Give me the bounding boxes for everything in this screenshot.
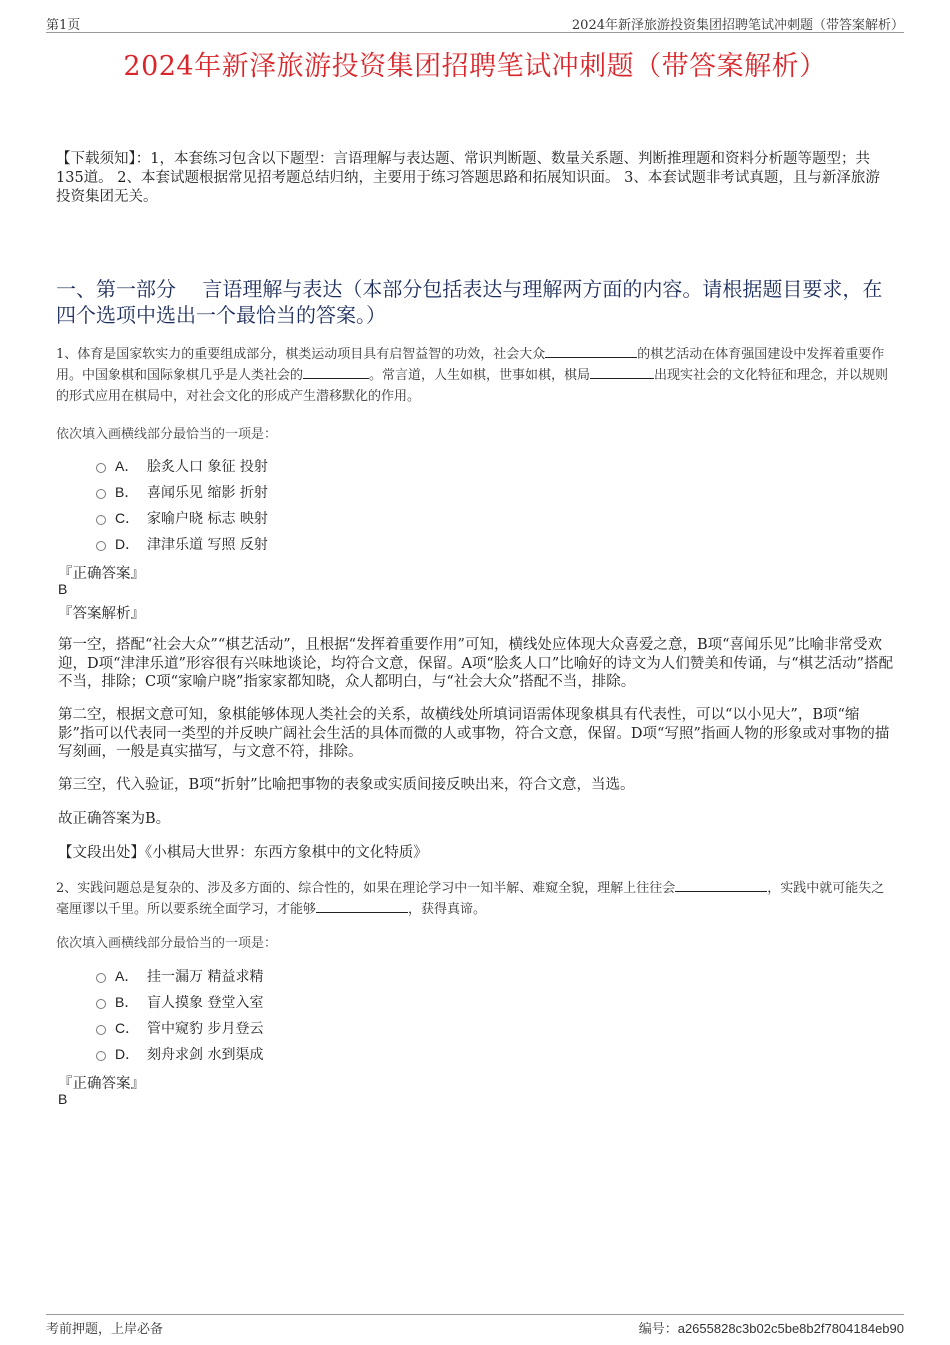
question-2-instruction: 依次填入画横线部分最恰当的一项是： bbox=[56, 936, 278, 951]
option-text: 刻舟求剑 水到渠成 bbox=[147, 1047, 264, 1063]
option-a[interactable] bbox=[96, 963, 263, 989]
option-letter: B． bbox=[115, 994, 139, 1010]
answer-blank bbox=[545, 345, 637, 358]
answer-blank bbox=[303, 366, 369, 379]
page-header bbox=[46, 14, 904, 33]
correct-answer: B bbox=[58, 1091, 68, 1107]
option-letter: A． bbox=[115, 968, 139, 984]
analysis-label: 『答案解析』 bbox=[58, 606, 145, 622]
radio-icon[interactable] bbox=[96, 1025, 106, 1035]
source-citation: 【文段出处】《小棋局大世界：东西方象棋中的文化特质》 bbox=[58, 845, 428, 861]
option-letter: C． bbox=[115, 510, 140, 526]
option-text: 津津乐道 写照 反射 bbox=[147, 537, 268, 553]
analysis-paragraph: 第一空，搭配“社会大众”“棋艺活动”，且根据“发挥着重要作用”可知，横线处应体现大众喜爱之意，B项“喜闻乐见”比喻非常受欢迎，D项“津津乐道”形容很有兴味地谈论，均符合文意，保留。A项“脍炙人口”比喻好的诗文为人们赞美和传诵，与“棋艺活动”搭配不当，排除；C项“家喻户晓”指家家都知晓，众人都明白，与“社会大众”搭配不当，排除。 bbox=[58, 637, 894, 690]
document-id-label: 编号： bbox=[638, 1322, 678, 1337]
answer-blank bbox=[675, 879, 767, 892]
section-heading: 一、第一部分 言语理解与表达（本部分包括表达与理解两方面的内容。请根据题目要求，在四个选项中选出一个最恰当的答案。） bbox=[56, 277, 883, 327]
analysis-paragraph: 第三空，代入验证，B项“折射”比喻把事物的表象或实质间接反映出来，符合文意，当选。 bbox=[58, 777, 635, 793]
radio-icon[interactable] bbox=[96, 973, 106, 983]
question-2-text-part: ，实践中就可能失之毫厘谬以千里。所以要系统全面学习，才能够 bbox=[56, 881, 885, 917]
option-letter: D． bbox=[115, 1046, 140, 1062]
question-1-text-part: 。常言道，人生如棋，世事如棋，棋局 bbox=[369, 368, 591, 383]
option-text: 家喻户晓 标志 映射 bbox=[147, 511, 268, 527]
analysis-paragraph: 第二空，根据文意可知，象棋能够体现人类社会的关系，故横线处所填词语需体现象棋具有代表性，可以“以小见大”，B项“缩影”指可以代表同一类型的并反映广阔社会生活的具体而微的人或事物，符合文意，保留。D项“写照”指画人物的形象或对事物的描写刻画，一般是真实描写，与文意不符，排除。 bbox=[58, 707, 890, 760]
question-2-text-part: ，获得真谛。 bbox=[408, 902, 487, 917]
document-title: 2024年新泽旅游投资集团招聘笔试冲刺题（带答案解析） bbox=[123, 51, 827, 82]
question-2-options bbox=[96, 963, 263, 1067]
radio-icon[interactable] bbox=[96, 999, 106, 1009]
question-1-text bbox=[56, 344, 894, 407]
page-footer bbox=[46, 1314, 904, 1335]
radio-icon[interactable] bbox=[96, 541, 106, 551]
option-b[interactable] bbox=[96, 479, 268, 505]
option-text: 脍炙人口 象征 投射 bbox=[147, 459, 268, 475]
radio-icon[interactable] bbox=[96, 1051, 106, 1061]
option-b[interactable] bbox=[96, 989, 263, 1015]
correct-answer-label: 『正确答案』 bbox=[58, 1076, 145, 1092]
option-c[interactable] bbox=[96, 505, 268, 531]
correct-answer-label: 『正确答案』 bbox=[58, 566, 145, 582]
question-2-text bbox=[56, 878, 894, 920]
option-letter: C． bbox=[115, 1020, 140, 1036]
radio-icon[interactable] bbox=[96, 515, 106, 525]
radio-icon[interactable] bbox=[96, 463, 106, 473]
option-text: 管中窥豹 步月登云 bbox=[147, 1021, 264, 1037]
option-letter: D． bbox=[115, 536, 140, 552]
question-2-text-part: 2、实践问题总是复杂的、涉及多方面的、综合性的，如果在理论学习中一知半解、难窥全貌，理解上往往会 bbox=[56, 881, 676, 896]
question-1-options bbox=[96, 453, 268, 557]
option-d[interactable] bbox=[96, 531, 268, 557]
question-1-text-part: 1、体育是国家软实力的重要组成部分，棋类运动项目具有启智益智的功效，社会大众 bbox=[56, 347, 546, 362]
document-id-code: a2655828c3b02c5be8b2f7804184eb90 bbox=[677, 1321, 904, 1336]
answer-blank bbox=[316, 900, 408, 913]
answer-blank bbox=[590, 366, 654, 379]
download-notice: 【下载须知】：1，本套练习包含以下题型：言语理解与表达题、常识判断题、数量关系题、判断推理题和资料分析题等题型；共135道。 2、本套试题根据常见招考题总结归纳，主要用于练习答题思路和拓展知识面。 3、本套试题非考试真题，且与新泽旅游投资集团无关。 bbox=[56, 151, 880, 205]
correct-answer: B bbox=[58, 581, 68, 597]
radio-icon[interactable] bbox=[96, 489, 106, 499]
header-doc-title: 2024年新泽旅游投资集团招聘笔试冲刺题（带答案解析） bbox=[571, 18, 904, 33]
document-id bbox=[639, 1318, 904, 1337]
analysis-conclusion: 故正确答案为B。 bbox=[58, 811, 171, 827]
question-1-text-part: 的棋艺活动在体育强国建设中发挥着重要作用。中国象棋和国际象棋几乎是人类社会的 bbox=[56, 347, 885, 383]
footer-slogan: 考前押题，上岸必备 bbox=[46, 1322, 164, 1337]
option-letter: B． bbox=[115, 484, 139, 500]
question-1-text-part: 出现实社会的文化特征和理念，并以规则的形式应用在棋局中，对社会文化的形成产生潜移默化的作用。 bbox=[56, 368, 889, 404]
option-letter: A． bbox=[115, 458, 139, 474]
page-number: 第1页 bbox=[46, 18, 81, 33]
question-1-instruction: 依次填入画横线部分最恰当的一项是： bbox=[56, 427, 278, 442]
option-text: 挂一漏万 精益求精 bbox=[147, 969, 264, 985]
option-a[interactable] bbox=[96, 453, 268, 479]
option-text: 喜闻乐见 缩影 折射 bbox=[147, 485, 268, 501]
option-c[interactable] bbox=[96, 1015, 263, 1041]
option-d[interactable] bbox=[96, 1041, 263, 1067]
option-text: 盲人摸象 登堂入室 bbox=[147, 995, 264, 1011]
